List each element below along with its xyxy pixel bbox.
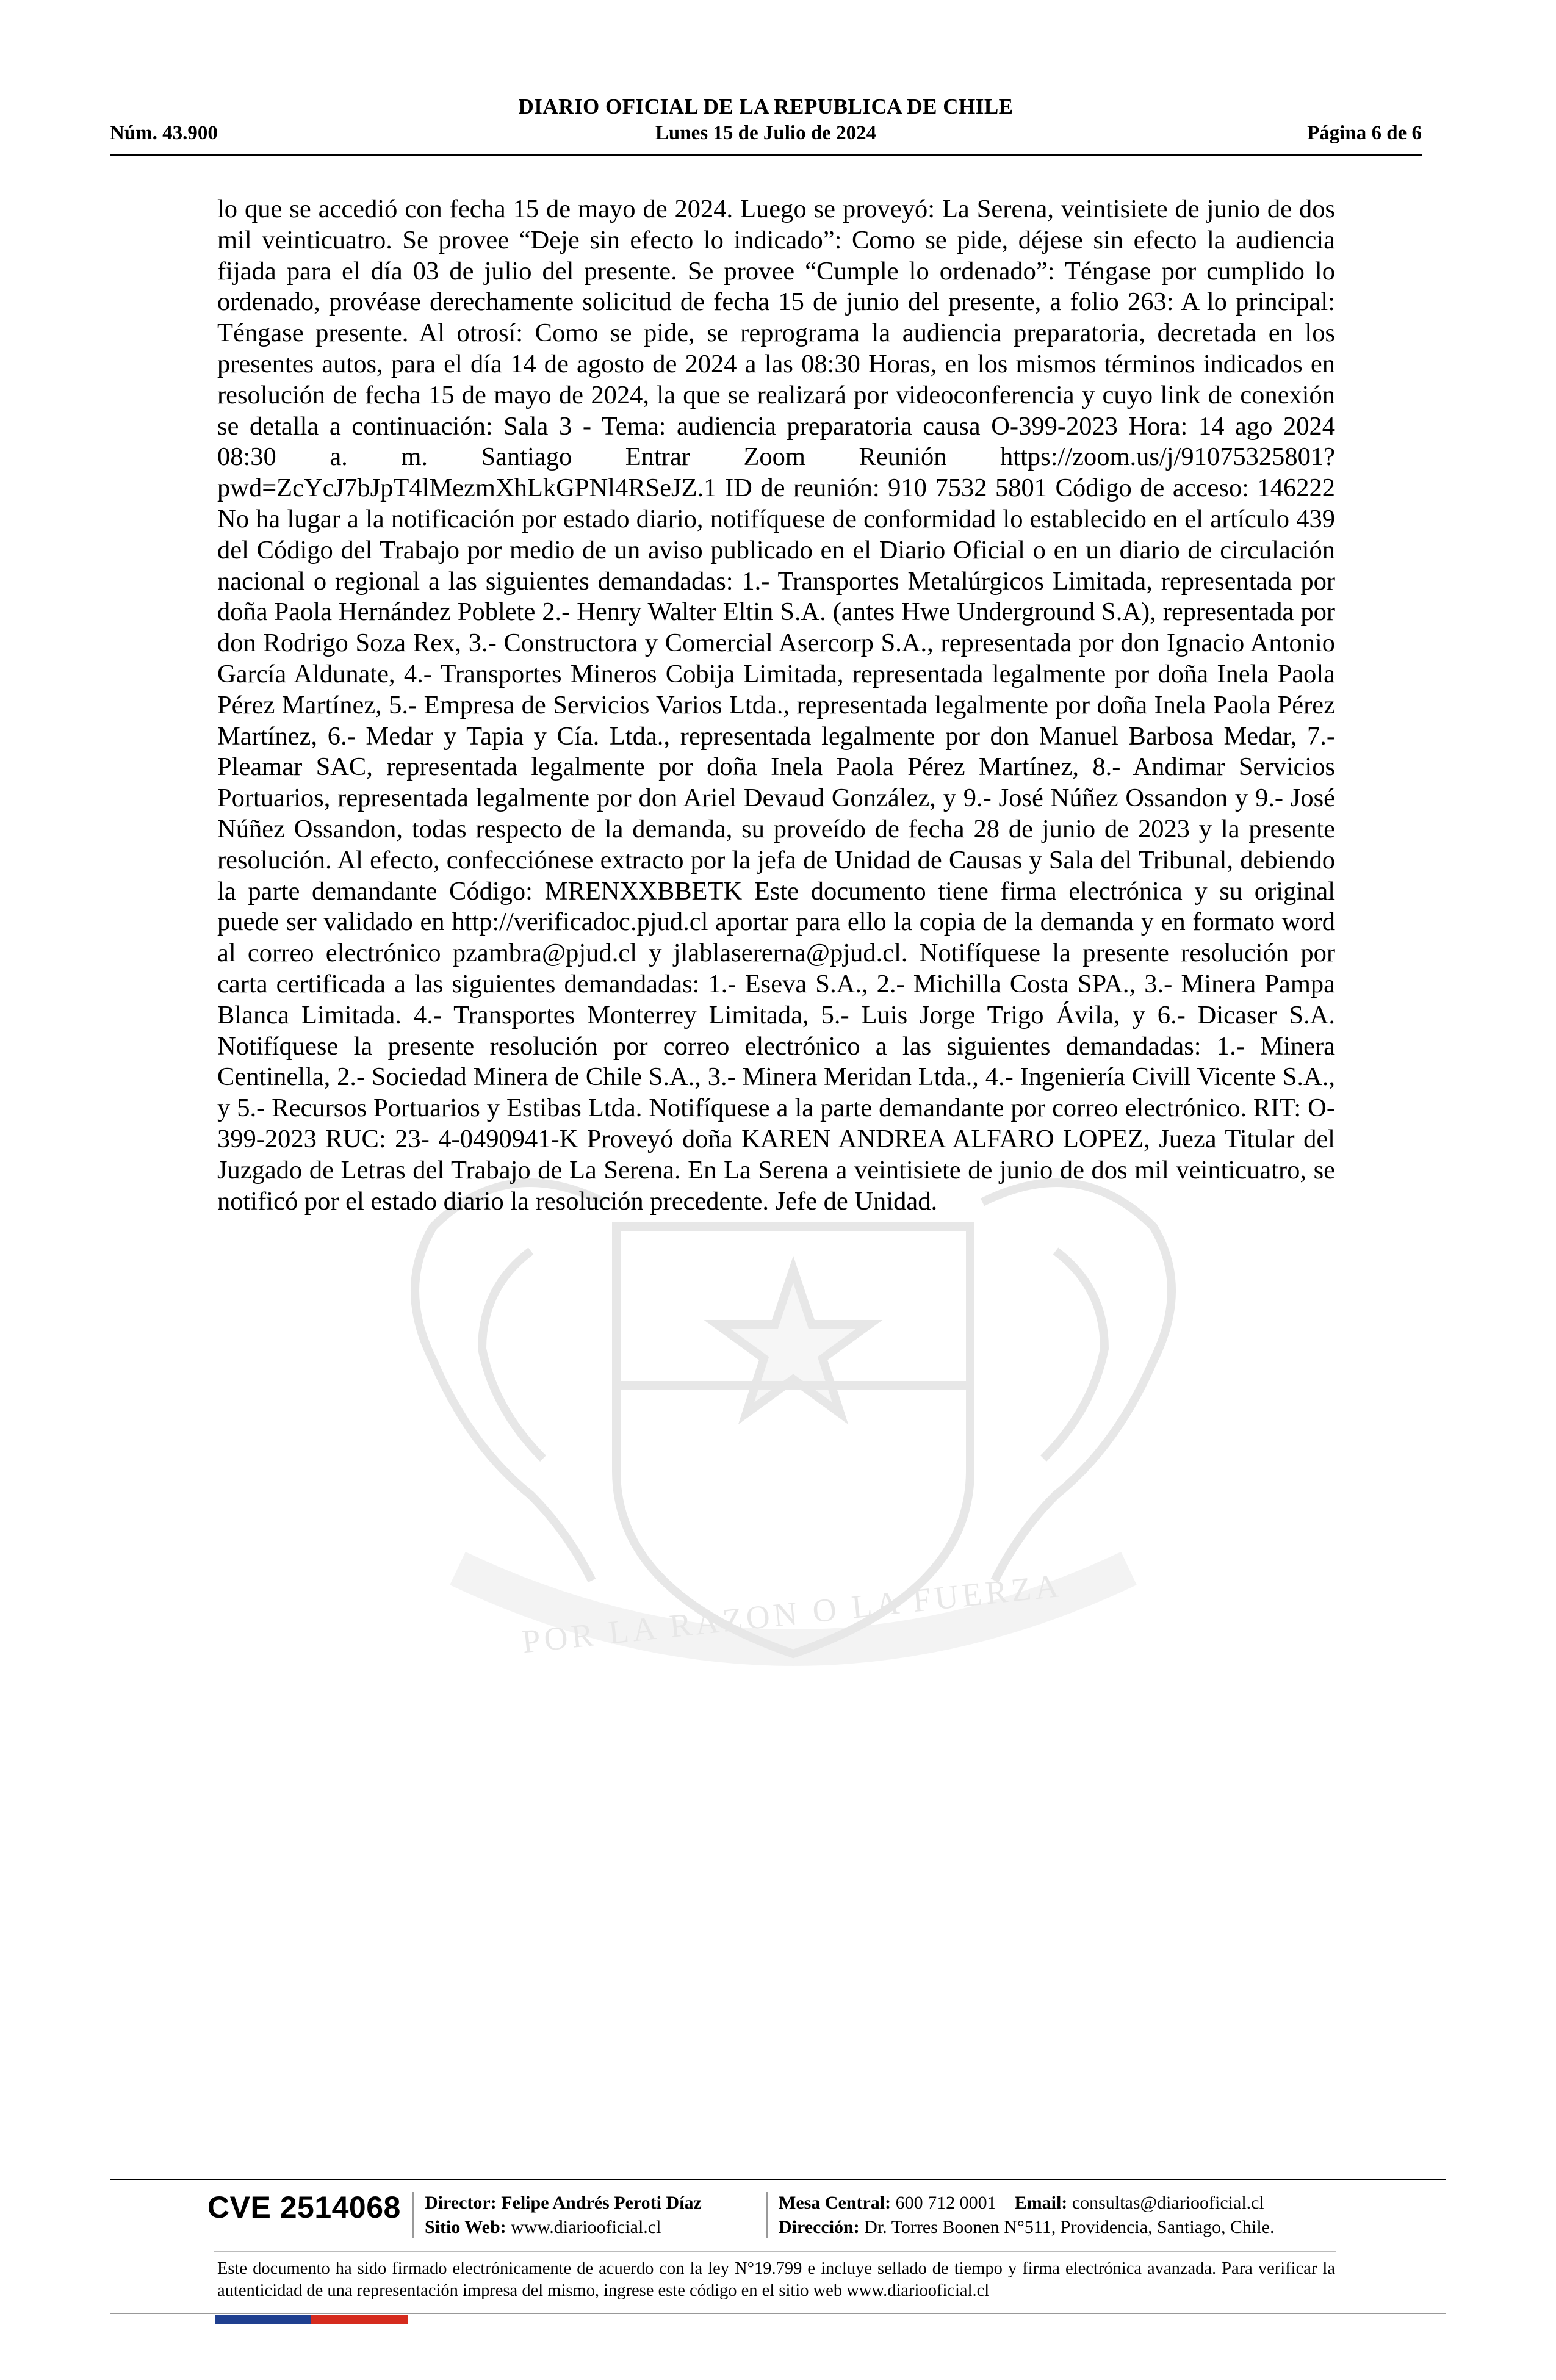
director-name: Felipe Andrés Peroti Díaz xyxy=(501,2193,702,2213)
coat-of-arms-watermark-icon xyxy=(275,1129,1312,1739)
address-label: Dirección: xyxy=(779,2217,860,2237)
issue-date: Lunes 15 de Julio de 2024 xyxy=(655,122,877,144)
director-label: Director: xyxy=(425,2193,497,2213)
footer-separator xyxy=(766,2192,768,2238)
footer-divider-mid xyxy=(214,2251,1336,2252)
site-label: Sitio Web: xyxy=(425,2217,506,2237)
email-link[interactable]: consultas@diariooficial.cl xyxy=(1072,2193,1264,2213)
site-link[interactable]: www.diariooficial.cl xyxy=(511,2217,661,2237)
footer-divider-bottom xyxy=(110,2313,1446,2314)
motto-text: POR LA RAZON O LA FUERZA xyxy=(520,1567,1064,1661)
resolution-text: lo que se accedió con fecha 15 de mayo de 2024. Luego se proveyó: La Serena, veintisiete de junio de dos mil veinticuatro. Se provee “Deje sin efecto lo indicado”: Como se pide, déjese sin efecto la audiencia fijada para el día 03 de julio del presente. Se provee “Cumple lo ordenado”: Téngase por cumplido lo ordenado, provéase derechamente solicitud de fecha 15 de junio del presente, a folio 263: A lo principal: Téngase presente. Al otrosí: Como se pide, se reprograma la audiencia preparatoria, decretada en los presentes autos, para el día 14 de agosto de 2024 a las 08:30 Horas, en los mismos términos indicados en resolución de fecha 15 de mayo de 2024, la que se realizará por videoconferencia y cuyo link de conexión se detalla a continuación: Sala 3 - Tema: audiencia preparatoria causa O-399-2023 Hora: 14 ago 2024 08:30 a. m. Santiago Entrar Zoom Reunión https://zoom.us/j/91075325801? pwd=ZcYcJ7bJpT4lMezmXhLkGPNl4RSeJZ.1 ID de reunión: 910 7532 5801 Código de acceso: 146222 No ha lugar a la notificación por estado diario, notifíquese de conformidad lo establecido en el artículo 439 del Código del Trabajo por medio de un aviso publicado en el Diario Oficial o en un diario de circulación nacional o regional a las siguientes demandadas: 1.- Transportes Metalúrgicos Limitada, representada por doña Paola Hernández Poblete 2.- Henry Walter Eltin S.A. (antes Hwe Underground S.A), representada por don Rodrigo Soza Rex, 3.- Constructora y Comercial Asercorp S.A., representada por don Ignacio Antonio García Aldunate, 4.- Transportes Mineros Cobija Limitada, representada legalmente por doña Inela Paola Pérez Martínez, 5.- Empresa de Servicios Varios Ltda., representada legalmente por doña Inela Paola Pérez Martínez, 6.- Medar y Tapia y Cía. Ltda., representada legalmente por don Manuel Barbosa Medar, 7.- Pleamar SAC, representada legalmente por doña Inela Paola Pérez Martínez, 8.- Andimar Servicios Portuarios, representada legalmente por don Ariel Devaud González, y 9.- José Núñez Ossandon y 9.- José Núñez Ossandon, todas respecto de la demanda, su proveído de fecha 28 de junio de 2023 y la presente resolución. Al efecto, confecciónese extracto por la jefa de Unidad de Causas y Sala del Tribunal, debiendo la parte demandante Código: MRENXXBBETK Este documento tiene firma electrónica y su original puede ser validado en http://verificadoc.pjud.cl aportar para ello la copia de la demanda y en formato word al correo electrónico pzambra@pjud.cl y jlablasererna@pjud.cl. Notifíquese la presente resolución por carta certificada a las siguientes demandadas: 1.- Eseva S.A., 2.- Michilla Costa SPA., 3.- Minera Pampa Blanca Limitada. 4.- Transportes Monterrey Limitada, 5.- Luis Jorge Trigo Ávila, y 6.- Dicaser S.A. Notifíquese la presente resolución por correo electrónico a las siguientes demandadas: 1.- Minera Centinella, 2.- Sociedad Minera de Chile S.A., 3.- Minera Meridan Ltda., 4.- Ingeniería Civill Vicente S.A., y 5.- Recursos Portuarios y Estibas Ltda. Notifíquese a la parte demandante por correo electrónico. RIT: O- 399-2023 RUC: 23- 4-0490941-K Proveyó doña KAREN ANDREA ALFARO LOPEZ, Jueza Titular del Juzgado de Letras del Trabajo de La Serena. En La Serena a veintisiete de junio de dos mil veinticuatro, se notificó por el estado diario la resolución precedente. Jefe de Unidad. xyxy=(217,195,1335,1216)
phone-label: Mesa Central: xyxy=(779,2193,891,2213)
flag-red-segment xyxy=(311,2315,408,2324)
electronic-signature-note: Este documento ha sido firmado electrónicamente de acuerdo con la ley N°19.799 e incluye sellado de tiempo y firma electrónica avanzada. Para verificar la autenticidad de una representación impresa del mismo, ingrese este código en el sitio web www.diariooficial.cl xyxy=(217,2259,1335,2300)
footer-director-block xyxy=(425,2191,702,2240)
flag-stripe xyxy=(215,2315,408,2324)
flag-blue-segment xyxy=(215,2315,311,2324)
issue-number: Núm. 43.900 xyxy=(110,122,218,144)
page-indicator: Página 6 de 6 xyxy=(1307,122,1422,144)
phone-value: 600 712 0001 xyxy=(895,2193,996,2213)
header-row xyxy=(110,122,1422,149)
address-value: Dr. Torres Boonen N°511, Providencia, Santiago, Chile. xyxy=(864,2217,1275,2237)
cve-code: CVE 2514068 xyxy=(207,2190,401,2224)
email-label: Email: xyxy=(1014,2193,1068,2213)
footer-divider-top xyxy=(110,2179,1446,2180)
footer-contact-block xyxy=(779,2191,1275,2240)
header-divider xyxy=(110,154,1422,156)
publication-title: DIARIO OFICIAL DE LA REPUBLICA DE CHILE xyxy=(518,95,1014,118)
footer-separator xyxy=(412,2192,414,2238)
